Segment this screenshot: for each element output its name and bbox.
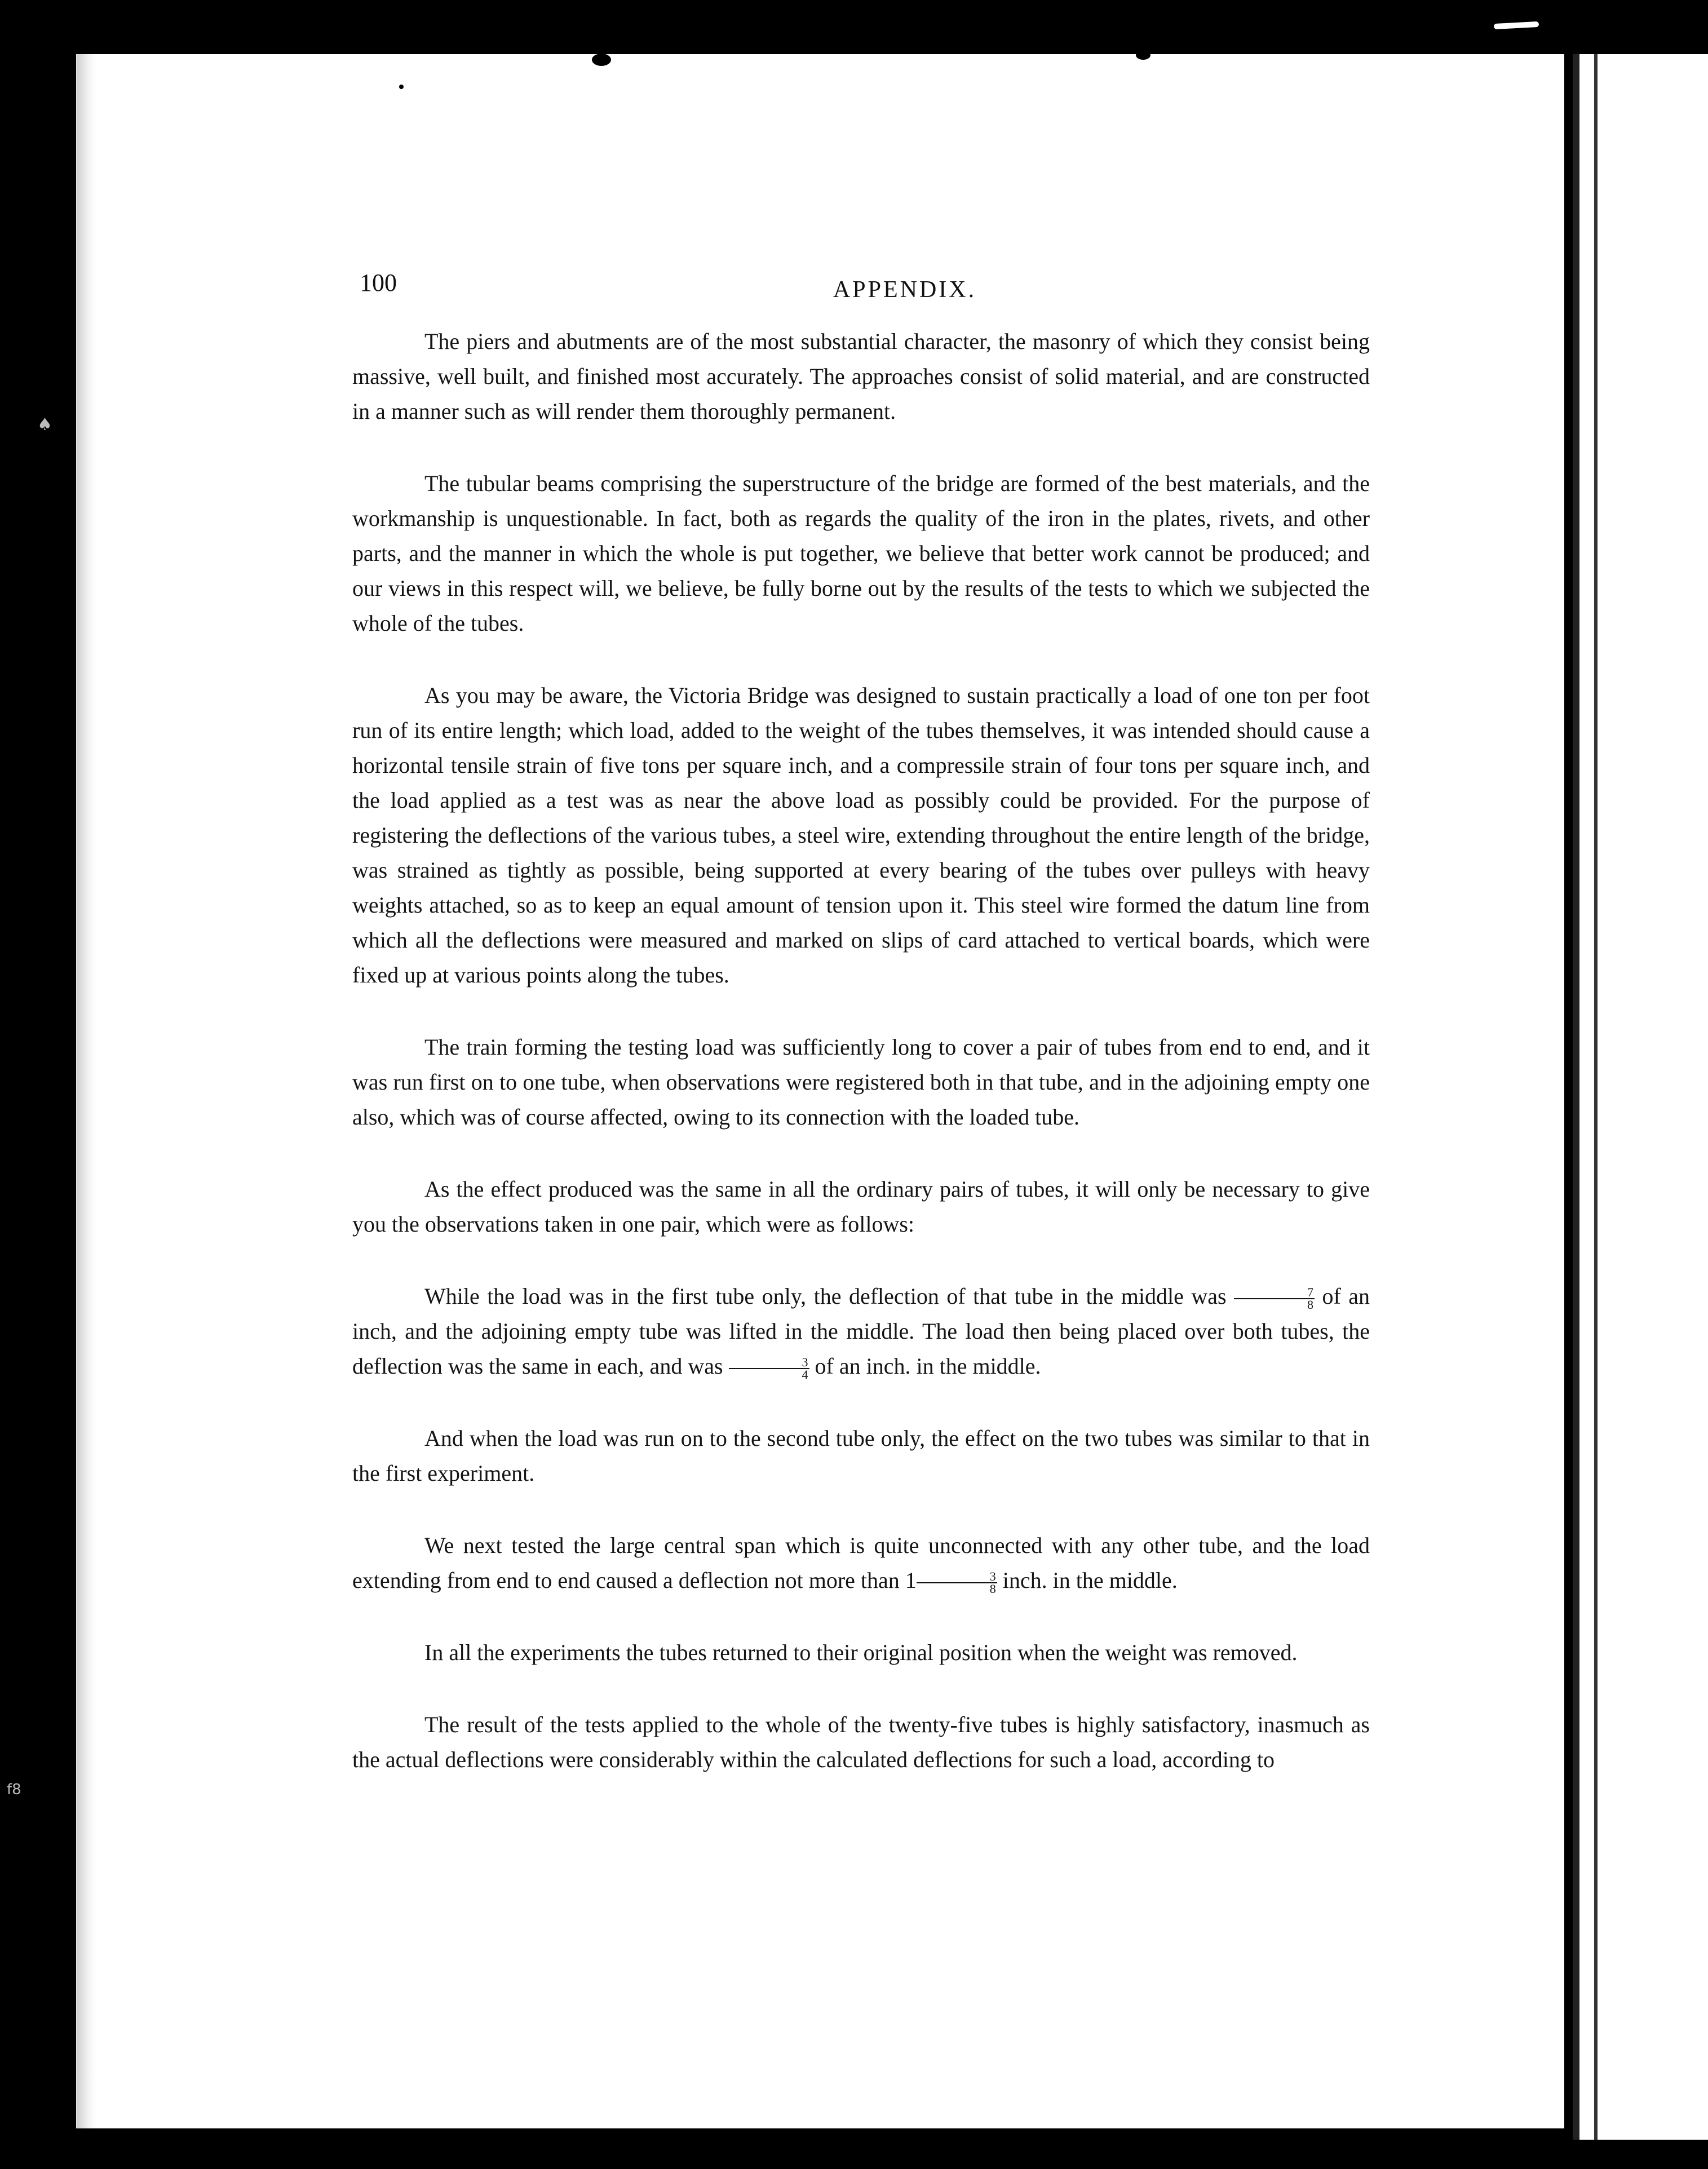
text-run: We next tested the large central span which is quite unconnected with any other tube, and the load extending from end to end caused a deflection not more than 1	[352, 1533, 1370, 1593]
scan-artifact-mark	[1494, 21, 1539, 29]
ink-speck	[592, 54, 611, 66]
text-run: inch. in the middle.	[997, 1568, 1178, 1593]
fraction-numerator: 3	[917, 1571, 997, 1583]
text-run: of an inch, and the adjoining empty tube was lifted in the middle. The load then being placed over both tubes, the deflection was the same in each, and was	[352, 1283, 1370, 1379]
ink-speck	[1136, 51, 1151, 60]
fraction-three-quarters	[729, 1354, 809, 1382]
text-run: of an inch. in the middle.	[809, 1353, 1041, 1379]
paragraph-ordinary-pairs: As the effect produced was the same in all the ordinary pairs of tubes, it will only be necessary to give you the observations taken in one pair, which were as follows:	[352, 1176, 1370, 1237]
fraction-seven-eighths	[1234, 1287, 1315, 1311]
page-body	[352, 324, 1370, 1814]
adjacent-page-fold-line	[1594, 54, 1598, 2140]
paragraph-testing-train: The train forming the testing load was sufficiently long to cover a pair of tubes from end to end, and it was run first on to one tube, when observations were registered both in that tube, and in the adjoining empty one also, which was of course affected, owing to its connection with the loaded tube.	[352, 1034, 1370, 1130]
fraction-numerator: 7	[1234, 1287, 1315, 1299]
fraction-denominator: 8	[989, 1581, 996, 1596]
adjacent-page-edge	[1573, 54, 1708, 2140]
margin-mark-bottom: f8	[7, 1781, 21, 1798]
running-head: APPENDIX.	[833, 277, 977, 303]
paragraph-piers: The piers and abutments are of the most substantial character, the masonry of which they consist being massive, well built, and finished most accurately. The approaches consist of solid material, and are constructed in a manner such as will render them thoroughly permanent.	[352, 329, 1370, 424]
page-gutter-shadow	[77, 54, 96, 2128]
fraction-denominator: 8	[1307, 1297, 1313, 1312]
page-number: 100	[360, 269, 397, 296]
paragraph-first-tube	[352, 1279, 1370, 1384]
paragraph-original-position: In all the experiments the tubes returned to their original position when the weight was removed.	[424, 1640, 1298, 1665]
paragraph-design-load: As you may be aware, the Victoria Bridge was designed to sustain practically a load of one ton per foot run of its entire length; which load, added to the weight of the tubes themselves, it was intended should cause a horizontal tensile strain of five tons per square inch, and a compressile strain of four tons per square inch, and the load applied as a test was as near the above load as possibly could be provided. For the purpose of registering the deflections of the various tubes, a steel wire, extending throughout the entire length of the bridge, was strained as tightly as possible, being supported at every bearing of the tubes over pulleys with heavy weights attached, so as to keep an equal amount of tension upon it. This steel wire formed the datum line from which all the deflections were measured and marked on slips of card attached to vertical boards, which were fixed up at various points along the tubes.	[352, 683, 1370, 988]
paragraph-second-tube: And when the load was run on to the second tube only, the effect on the two tubes was similar to that in the first experiment.	[352, 1426, 1370, 1486]
paragraph-tubular-beams: The tubular beams comprising the superstructure of the bridge are formed of the best materials, and the workmanship is unquestionable. In fact, both as regards the quality of the iron in the plates, rivets, and other parts, and the manner in which the whole is put together, we believe that better work cannot be produced; and our views in this respect will, we believe, be fully borne out by the results of the tests to which we subjected the whole of the tubes.	[352, 471, 1370, 636]
paragraph-result: The result of the tests applied to the whole of the twenty-five tubes is highly satisfactory, inasmuch as the actual deflections were considerably within the calculated deflections for such a load, according to	[352, 1712, 1370, 1772]
fraction-numerator: 3	[729, 1357, 809, 1369]
paragraph-central-span	[352, 1528, 1370, 1598]
margin-mark-top: ♠	[37, 415, 52, 435]
ink-speck	[399, 85, 404, 89]
fraction-three-eighths	[917, 1571, 997, 1595]
fraction-denominator: 4	[802, 1367, 808, 1382]
text-run: While the load was in the first tube only, the deflection of that tube in the middle was	[424, 1283, 1234, 1309]
